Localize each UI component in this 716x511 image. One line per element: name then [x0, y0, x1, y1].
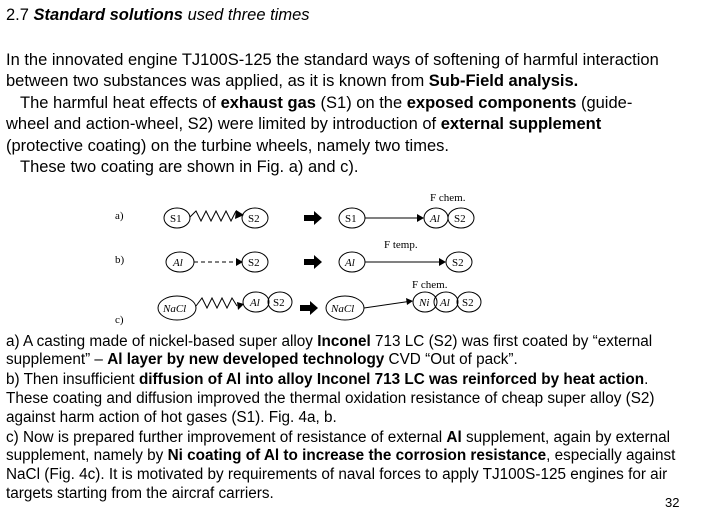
note-c-text-4: , especially against — [546, 447, 676, 464]
para1-line2-text: between two substances was applied, as it is known from — [6, 72, 429, 90]
note-b-line2: These coating and diffusion improved the thermal oxidation resistance of cheap super alloy (S2) — [6, 390, 655, 407]
wavy-harmful-link-c — [196, 298, 237, 308]
note-a-bold-2: Al layer by new developed technology — [107, 351, 385, 368]
para2-bold-1: exhaust gas — [220, 94, 316, 112]
field-arrowhead-a — [417, 214, 424, 222]
note-a-text-3: supplement” – — [6, 351, 108, 368]
note-a-text-2: 713 LC (S2) was first coated by “external — [370, 333, 653, 350]
note-c-bold-2: Ni coating of Al to increase the corrosion resistance — [167, 447, 547, 464]
note-a-bold-1: Inconel — [317, 333, 371, 350]
note-b-line1 — [6, 371, 648, 389]
label-s1-a: S1 — [170, 213, 182, 225]
label-nacl-c: NaCl — [163, 303, 187, 315]
label-al-a: Al — [430, 213, 440, 225]
note-b-bold: diffusion of Al into alloy Inconel 713 LC was reinforced by heat action — [138, 371, 645, 388]
note-c-text-1: c) Now is prepared further improvement of resistance of external — [6, 429, 447, 446]
label-force-a: F chem. — [430, 192, 466, 204]
para1-line1: In the innovated engine TJ100S-125 the standard ways of softening of harmful interaction — [6, 51, 659, 69]
arrowhead-dashed-b — [236, 258, 243, 266]
para2-bold-2: exposed components — [406, 94, 577, 112]
label-nacl-after-c: NaCl — [331, 303, 355, 315]
para2-text-1: The harmful heat effects of — [20, 94, 221, 112]
transform-arrow-a — [304, 211, 322, 225]
label-al-after-b: Al — [345, 257, 355, 269]
note-c-text-2: supplement, again by external — [461, 429, 671, 446]
page-number: 32 — [665, 495, 680, 510]
label-s2-a: S2 — [248, 213, 260, 225]
note-c-text-3: supplement, namely by — [6, 447, 168, 464]
label-s2-c: S2 — [273, 297, 285, 309]
para1-line2-bold: Sub-Field analysis. — [428, 72, 579, 90]
transform-arrow-b — [304, 255, 322, 269]
label-al-after-c: Al — [440, 297, 450, 309]
label-force-b: F temp. — [384, 239, 418, 251]
section-number: 2.7 — [6, 6, 29, 24]
label-al-c: Al — [250, 297, 260, 309]
para3-line: These two coating are shown in Fig. a) and c). — [20, 158, 359, 176]
note-a-text-4: CVD “Out of pack”. — [384, 351, 518, 368]
field-arrowhead-c — [406, 298, 413, 305]
para2-text-3: (guide- — [576, 94, 633, 112]
row-c-label: c) — [115, 314, 124, 326]
note-c-line4: targets starting from the aircraf carriers. — [6, 485, 274, 502]
note-a-text-1: a) A casting made of nickel-based super alloy — [6, 333, 318, 350]
label-force-c: F chem. — [412, 279, 448, 291]
note-c-line3: NaCl (Fig. 4c). It is motivated by requirements of naval forces to apply TJ100S-125 engines for air — [6, 466, 668, 483]
para2-text-2: (S1) on the — [315, 94, 407, 112]
label-al-b: Al — [173, 257, 183, 269]
label-s2-after-b: S2 — [452, 257, 464, 269]
label-ni-c: Ni — [419, 297, 430, 309]
section-heading-bold: Standard solutions — [33, 6, 183, 24]
para2-bold-3: external supplement — [440, 115, 602, 133]
wavy-harmful-link-a — [190, 211, 236, 221]
label-s2-after-c: S2 — [462, 297, 474, 309]
note-c-line1 — [6, 429, 670, 447]
note-c-bold-1: Al — [446, 429, 462, 446]
note-b-text-2: . — [644, 371, 649, 388]
field-arrow-c — [364, 301, 412, 308]
para2-text-4: wheel and action-wheel, S2) were limited by introduction of — [6, 115, 441, 133]
field-arrowhead-b — [439, 258, 446, 266]
label-s2-b: S2 — [248, 257, 260, 269]
note-a-line2 — [6, 351, 518, 369]
label-s1-after-a: S1 — [345, 213, 357, 225]
note-b-text-1: b) Then insufficient — [6, 371, 139, 388]
arrowhead-wavy-a — [235, 210, 244, 219]
row-a-label: a) — [115, 210, 124, 222]
note-c-line2 — [6, 447, 675, 465]
note-a-line1 — [6, 333, 652, 351]
note-b-line3: against harm action of hot gases (S1). Fig. 4a, b. — [6, 409, 337, 426]
section-heading-rest: used three times — [187, 6, 310, 24]
row-b-label: b) — [115, 254, 125, 266]
transform-arrow-c — [300, 301, 318, 315]
label-s2-after-a: S2 — [454, 213, 466, 225]
para2-line3: (protective coating) on the turbine wheels, namely two times. — [6, 137, 449, 155]
